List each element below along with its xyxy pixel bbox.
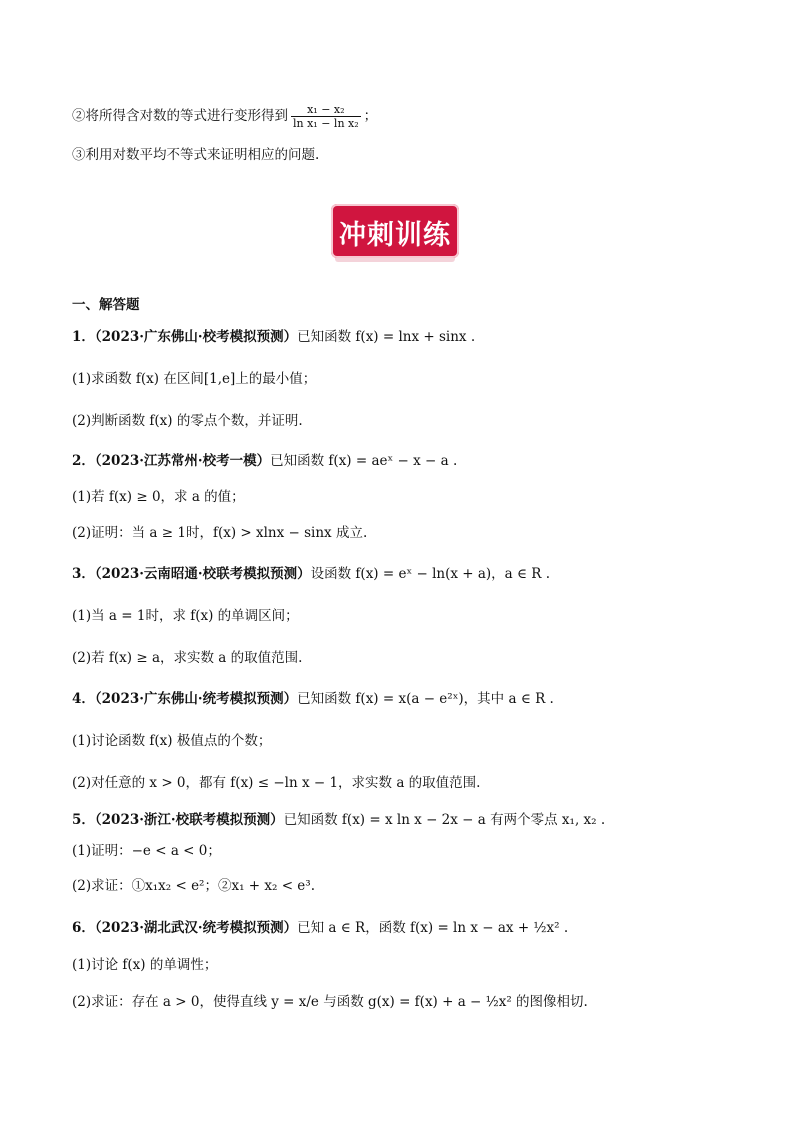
question-number: 5． <box>72 812 95 828</box>
question-stem-text: 已知函数 f(x) = aeˣ − x − a . <box>270 453 458 469</box>
intro-step-3: ③利用对数平均不等式来证明相应的问题. <box>72 147 320 163</box>
question-source: （2023·湖北武汉·统考模拟预测） <box>94 920 298 936</box>
question-source: （2023·云南昭通·校联考模拟预测） <box>94 566 311 582</box>
question-stem-text: 已知函数 f(x) = lnx + sinx . <box>297 329 476 345</box>
question-1-stem <box>72 327 475 347</box>
question-6-stem <box>72 918 568 938</box>
question-5-stem <box>72 810 605 830</box>
question-stem-text: 已知函数 f(x) = x ln x − 2x − a 有两个零点 x₁, x₂ . <box>283 812 606 828</box>
question-3-part-2: (2)若 f(x) ≥ a，求实数 a 的取值范围. <box>72 650 303 666</box>
question-5-part-1: (1)证明：−e < a < 0； <box>72 843 221 859</box>
question-number: 6． <box>72 920 95 936</box>
question-2-stem <box>72 451 457 471</box>
question-number: 3． <box>72 566 95 582</box>
question-source: （2023·广东佛山·统考模拟预测） <box>94 691 298 707</box>
question-number: 2． <box>72 453 95 469</box>
fraction-denominator: ln x₁ − ln x₂ <box>293 117 359 130</box>
question-4-part-2: (2)对任意的 x > 0，都有 f(x) ≤ −ln x − 1，求实数 a 的取值范围. <box>72 775 481 791</box>
question-stem-text: 已知函数 f(x) = x(a − e²ˣ)，其中 a ∈ R . <box>297 691 554 707</box>
question-4-stem <box>72 689 554 709</box>
question-number: 4． <box>72 691 95 707</box>
question-stem-text: 设函数 f(x) = eˣ − ln(x + a)，a ∈ R . <box>310 566 551 582</box>
fraction-numerator: x₁ − x₂ <box>291 103 361 117</box>
question-2-part-2: (2)证明：当 a ≥ 1时，f(x) > xlnx − sinx 成立. <box>72 525 368 541</box>
log-mean-fraction <box>291 103 361 130</box>
question-5-part-2: (2)求证：①x₁x₂ < e²；②x₁ + x₂ < e³. <box>72 878 315 894</box>
question-3-stem <box>72 564 550 584</box>
question-1-part-2: (2)判断函数 f(x) 的零点个数，并证明. <box>72 413 303 429</box>
question-3-part-1: (1)当 a = 1时，求 f(x) 的单调区间； <box>72 608 299 624</box>
question-6-part-2: (2)求证：存在 a > 0，使得直线 y = x/e 与函数 g(x) = f(x) + a − ½x² 的图像相切. <box>72 994 588 1010</box>
question-4-part-1: (1)讨论函数 f(x) 极值点的个数； <box>72 733 272 749</box>
intro-step-2-text: ②将所得含对数的等式进行变形得到 <box>72 108 288 124</box>
question-2-part-1: (1)若 f(x) ≥ 0，求 a 的值； <box>72 489 245 505</box>
sprint-training-banner <box>331 204 459 258</box>
question-6-part-1: (1)讨论 f(x) 的单调性； <box>72 957 218 973</box>
question-stem-text: 已知 a ∈ R，函数 f(x) = ln x − ax + ½x² . <box>297 920 569 936</box>
question-source: （2023·浙江·校联考模拟预测） <box>94 812 284 828</box>
question-source: （2023·江苏常州·校考一模） <box>94 453 271 469</box>
question-number: 1． <box>72 329 95 345</box>
intro-step-2-end: ； <box>363 108 378 124</box>
question-1-part-1: (1)求函数 f(x) 在区间[1,e]上的最小值； <box>72 371 317 387</box>
banner-title: 冲刺训练 <box>339 220 451 251</box>
intro-step-2 <box>72 103 377 130</box>
section-title: 一、解答题 <box>72 297 140 313</box>
question-source: （2023·广东佛山·校考模拟预测） <box>94 329 298 345</box>
